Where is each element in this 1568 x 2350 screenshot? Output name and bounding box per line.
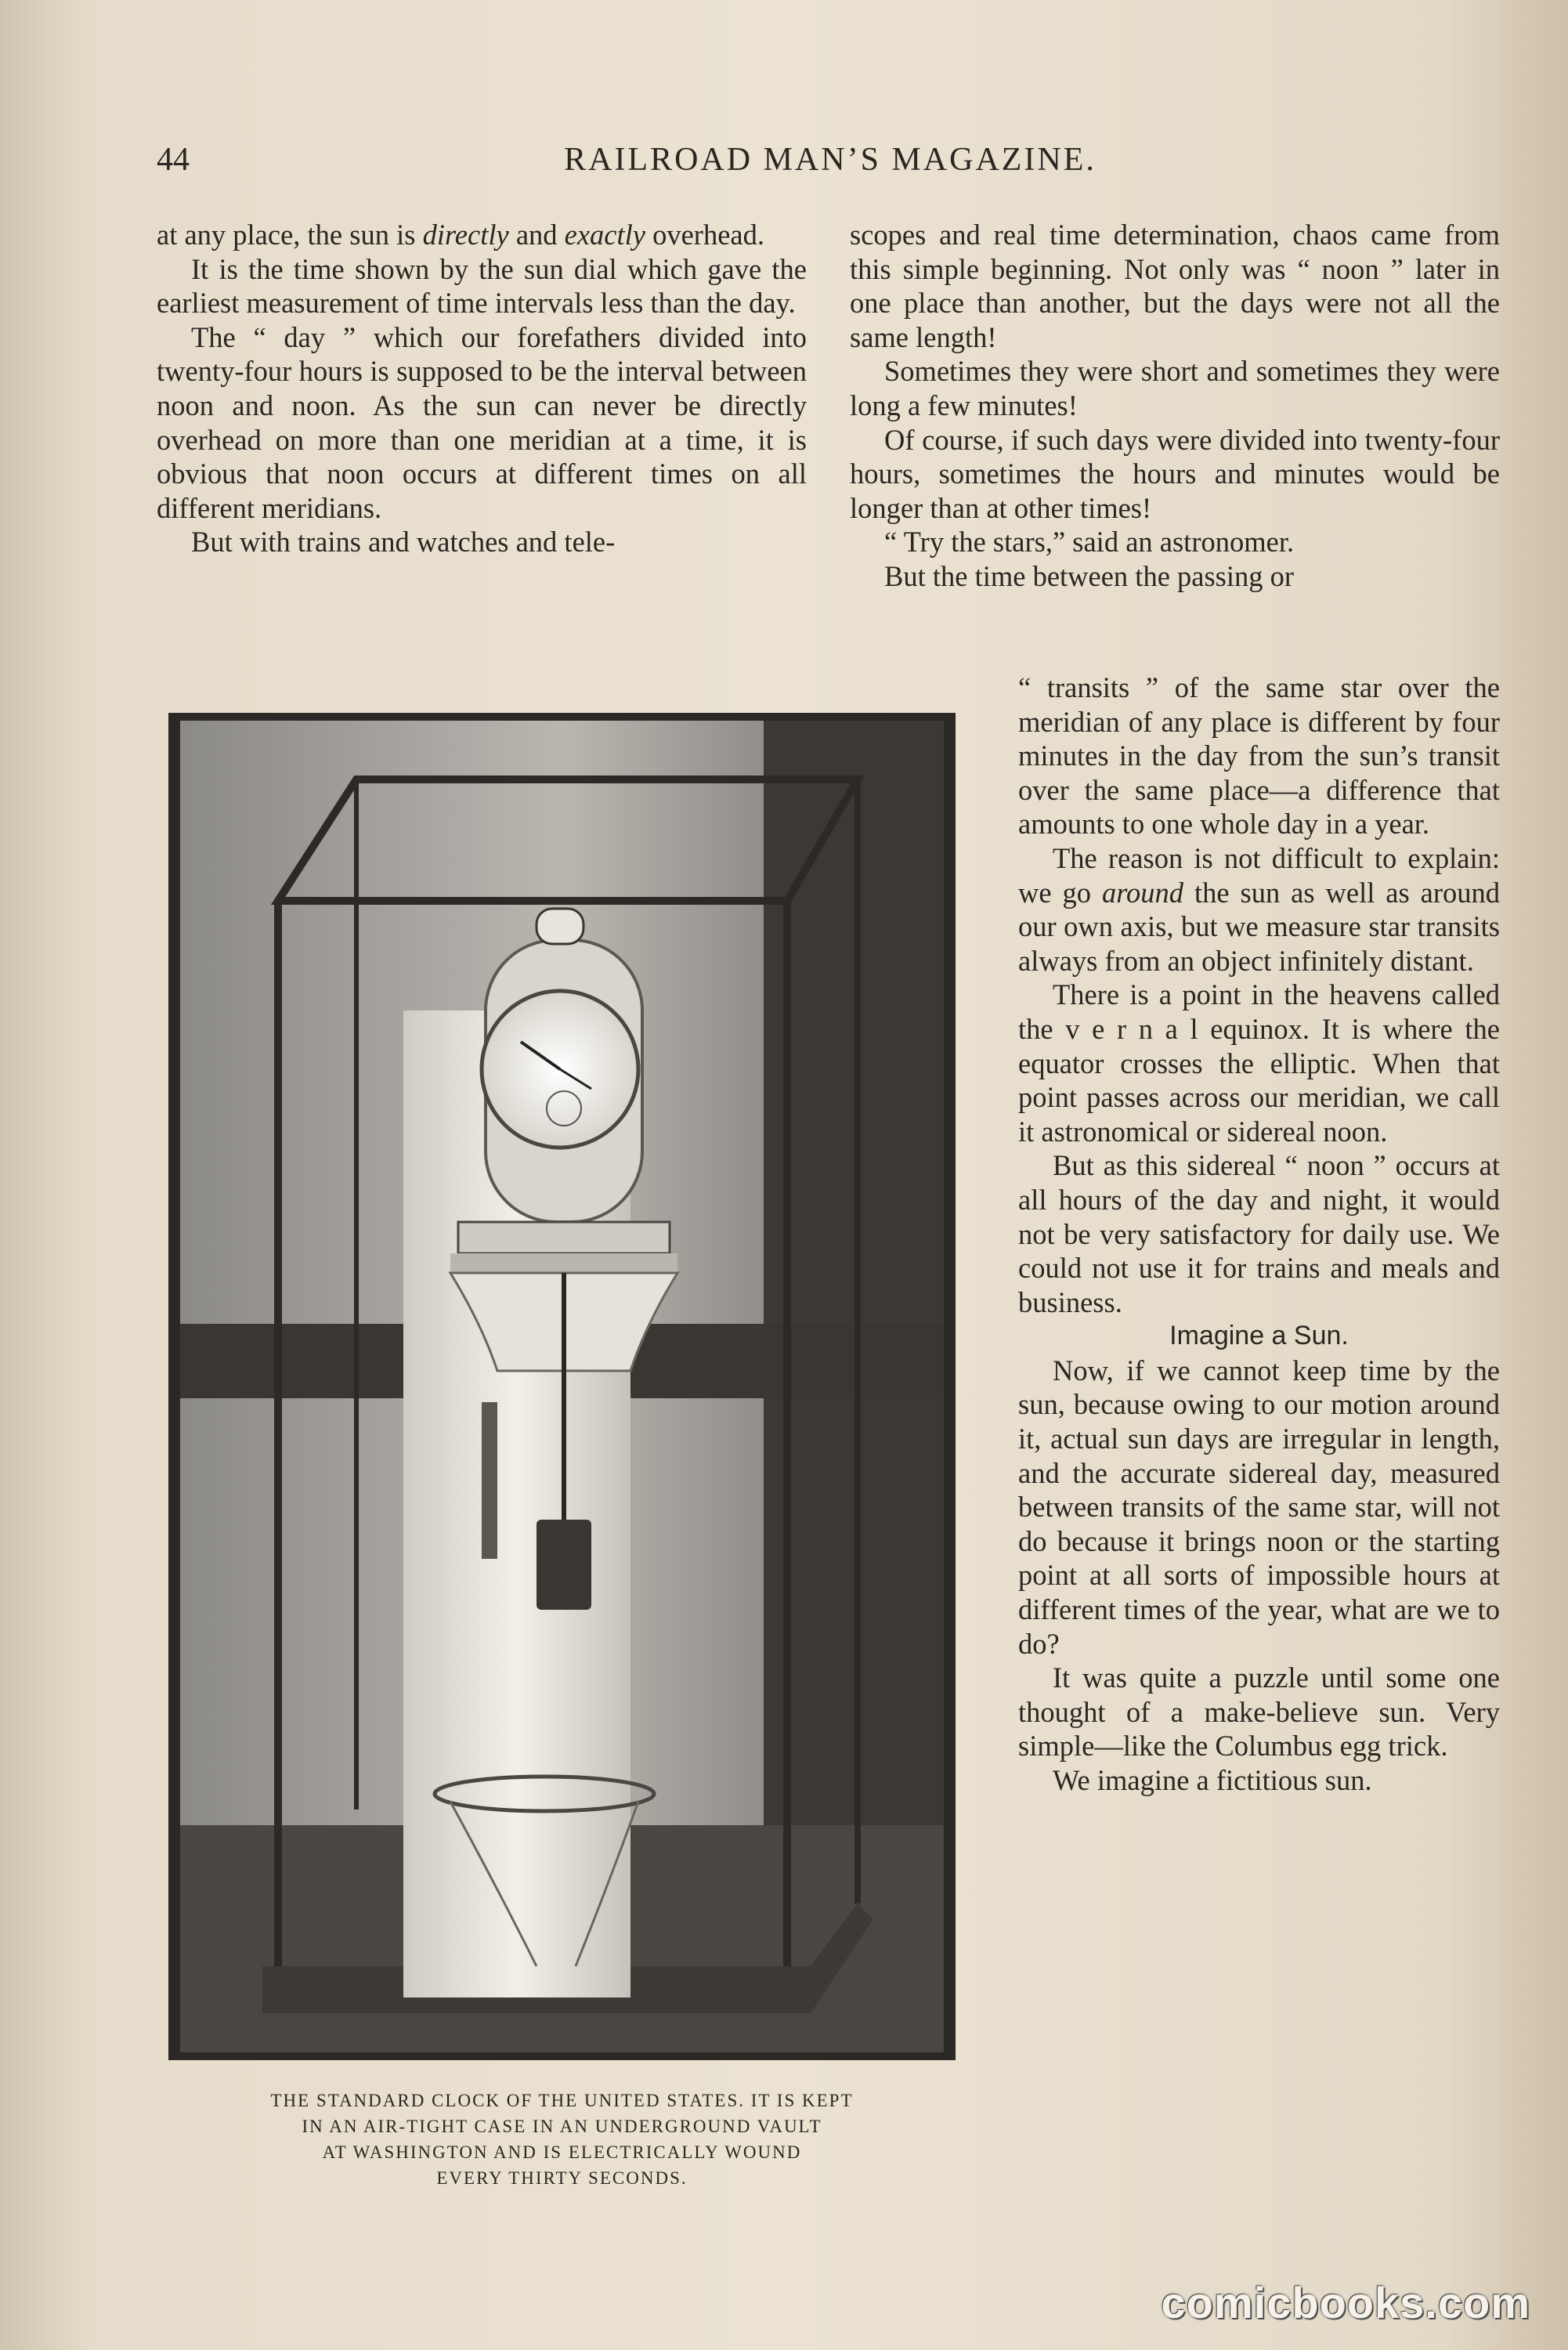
left-paragraph-3: The “ day ” which our forefathers divided into twenty-four hours is supposed to be the interval between noon and noon. As the sun can never be directly overhead on more than one meridian at a time, it is obvious that noon occurs at different times on all different meridians.	[157, 320, 807, 524]
right-paragraph-5-rest: “ transits ” of the same star over the meridian of any place is different by four minutes in the day from the sun’s transit over the same place—a difference that amounts to one whole day in a year.	[1018, 671, 1500, 841]
caption-line-4: EVERY THIRTY SECONDS.	[436, 2168, 688, 2188]
standard-clock-photo	[168, 713, 956, 2060]
left-paragraph-4: But with trains and watches and tele-	[191, 526, 616, 559]
right-paragraph-4: “ Try the stars,” said an astronomer.	[884, 526, 1295, 559]
page-header	[157, 141, 1504, 188]
page-number: 44	[157, 142, 190, 178]
right-paragraph-5-start: But the time between the passing or	[884, 559, 1295, 592]
caption-line-1: THE STANDARD CLOCK OF THE UNITED STATES. IT IS KEPT	[270, 2091, 854, 2110]
right-paragraph-9: Now, if we cannot keep time by the sun, because owing to our motion around it, actual sun days are irregular in length, and the accurate sidereal day, measured between transits of the same star, will not do because it brings noon or the starting point at all sorts of impossible hours at different times of the year, what are we to do?	[1018, 1354, 1500, 1660]
right-paragraph-11: We imagine a fictitious sun.	[1053, 1764, 1372, 1796]
section-subheading: Imagine a Sun.	[1169, 1321, 1349, 1351]
caption-line-3: AT WASHINGTON AND IS ELECTRICALLY WOUND	[322, 2142, 802, 2162]
left-column	[157, 218, 807, 559]
right-paragraph-6: The reason is not difficult to explain: we go around the sun as well as around our own axis, but we measure star transits always from an object infinitely distant.	[1018, 841, 1501, 977]
right-paragraph-7: There is a point in the heavens called the v e r n a l equinox. It is where the equator crosses the elliptic. When that point passes across our meridian, we call it astronomical or sidereal noon.	[1018, 978, 1500, 1148]
right-paragraph-10: It was quite a puzzle until some one thought of a make-believe sun. Very simple—like the Columbus egg trick.	[1018, 1661, 1500, 1762]
right-paragraph-3: Of course, if such days were divided into twenty-four hours, sometimes the hours and minutes would be longer than at other times!	[850, 423, 1500, 524]
right-paragraph-8: But as this sidereal “ noon ” occurs at all hours of the day and night, it would not be very satisfactory for daily use. We could not use it for trains and meals and business.	[1018, 1149, 1500, 1318]
running-title: RAILROAD MAN’S MAGAZINE.	[564, 142, 1097, 178]
clock-in-glass-case-illustration	[168, 713, 956, 2060]
left-paragraph-1: at any place, the sun is directly and exactly overhead.	[157, 219, 764, 251]
right-paragraph-1: scopes and real time determination, chaos came from this simple beginning. Not only was “ noon ” later in one place than another, but the days were not all the same length!	[850, 219, 1500, 353]
left-paragraph-2: It is the time shown by the sun dial which gave the earliest measurement of time intervals less than the day.	[157, 252, 807, 320]
right-paragraph-2: Sometimes they were short and sometimes they were long a few minutes!	[850, 355, 1500, 421]
site-watermark: comicbooks.com	[1161, 2278, 1530, 2327]
caption-line-2: IN AN AIR-TIGHT CASE IN AN UNDERGROUND VAULT	[302, 2117, 822, 2136]
right-column-narrow	[1018, 671, 1500, 1798]
photo-caption	[168, 2088, 956, 2191]
right-column-top	[850, 218, 1500, 594]
